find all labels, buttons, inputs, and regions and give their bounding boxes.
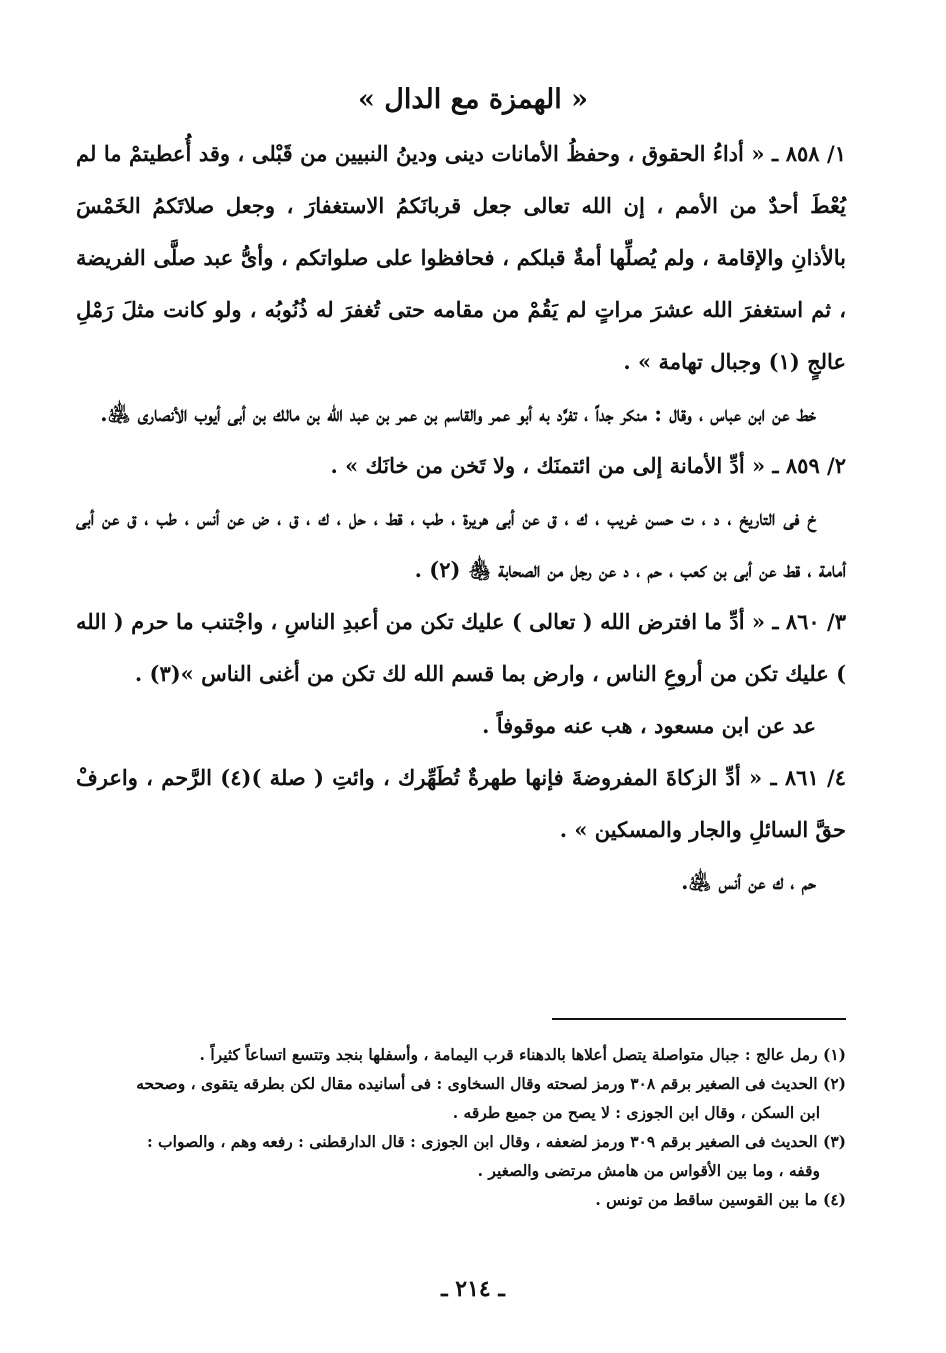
section-header: « الهمزة مع الدال » [357, 84, 589, 115]
source-paragraph-859: خ فى التاريخ ، د ، ت حسن غريب ، ك ، ق عن أبى هريرة ، طب ، قط ، حل ، ك ، ق ، ض عن أنس ، طب ، ق عن أبى أمامة ، قط عن أبى بن كعب ، حم ، د عن رجل من الصحابة ﵃ (٢) . [76, 505, 846, 582]
hadith-paragraph-859: ٢/ ٨٥٩ ـ « أدِّ الأمانة إلى من ائتمنَك ، ولا تَخن من خانَك » . [330, 453, 846, 478]
footnote-1-line-1: (١) رمل عالج : جبال متواصلة يتصل أعلاها بالدهناء قرب اليمامة ، وأسفلها بنجد وتتسع اتساعاً كثيراً . [199, 1045, 846, 1064]
page-number: ـ ٢١٤ ـ [441, 1276, 505, 1302]
footnote-3 [76, 1127, 846, 1185]
footnotes [76, 1040, 846, 1214]
footnote-4-line-1: (٤) ما بين القوسين ساقط من تونس . [595, 1190, 846, 1209]
footnote-4 [76, 1185, 846, 1214]
footnote-2-line-1: (٢) الحديث فى الصغير برقم ٣٠٨ ورمز لصحته وقال السخاوى : فى أسانيده مقال لكن بطرقه يتقوى ، وصححه [136, 1074, 846, 1093]
footnote-2-line-2: ابن السكن ، وقال ابن الجوزى : لا يصح من جميع طرقه . [452, 1103, 820, 1122]
hadith-paragraph-861: ٤/ ٨٦١ ـ « أدِّ الزكاةَ المفروضةَ فإنها طهرةٌ تُطَهِّرك ، وائتِ ( صلة )(٤) الرَّحم ، واعرفْ حقَّ السائلِ والجار والمسكين » . [76, 765, 846, 842]
footnote-3-line-2: وقفه ، وما بين الأقواس من هامش مرتضى والصغير . [477, 1161, 820, 1180]
source-paragraph-858: خط عن ابن عباس ، وقال : منكر جداً ، تفرَّد به أبو عمر والقاسم بن عمر بن عبد الله بن مالك بن أبى أيوب الأنصارى ﵁. [100, 401, 816, 426]
source-paragraph-860: عد عن ابن مسعود ، هب عنه موقوفاً . [482, 713, 816, 738]
footnote-2 [76, 1069, 846, 1127]
footnote-3-line-1: (٣) الحديث فى الصغير برقم ٣٠٩ ورمز لضعفه ، وقال ابن الجوزى : قال الدارقطنى : رفعه وهم ، والصواب : [146, 1132, 846, 1151]
footnote-1 [76, 1040, 846, 1069]
source-paragraph-861: حم ، ك عن أنس ﵁. [681, 869, 816, 894]
hadith-paragraph-858: ١/ ٨٥٨ ـ « أداءُ الحقوق ، وحفظُ الأمانات دينى ودينُ النبيين من قَبْلى ، وقد أُعطيتمْ ما لم يُعْطَ أحدٌ من الأمم ، إن الله تعالى جعل قربانَكمُ الاستغفارَ ، وجعل صلاتَكمُ الخَمْسَ بالأذانِ والإقامة ، ولم يُصلِّها أمةٌ قبلكم ، فحافظوا على صلواتكم ، وأىُّ عبد صلَّى الفريضة ، ثم استغفرَ الله عشرَ مراتٍ لم يَقُمْ من مقامه حتى تُغفرَ له ذُنُوبُه ، ولو كانت مثلَ رَمْلِ عالجٍ (١) وجبال تهامة » . [76, 141, 846, 374]
main-text [76, 128, 846, 908]
hadith-paragraph-860: ٣/ ٨٦٠ ـ « أدِّ ما افترض الله ( تعالى ) عليك تكن من أعبدِ الناسِ ، واجْتنب ما حرم ( الله ) عليك تكن من أروعِ الناس ، وارض بما قسم الله لك تكن من أغنى الناس »(٣) . [76, 609, 846, 686]
footnote-separator [552, 1018, 846, 1020]
